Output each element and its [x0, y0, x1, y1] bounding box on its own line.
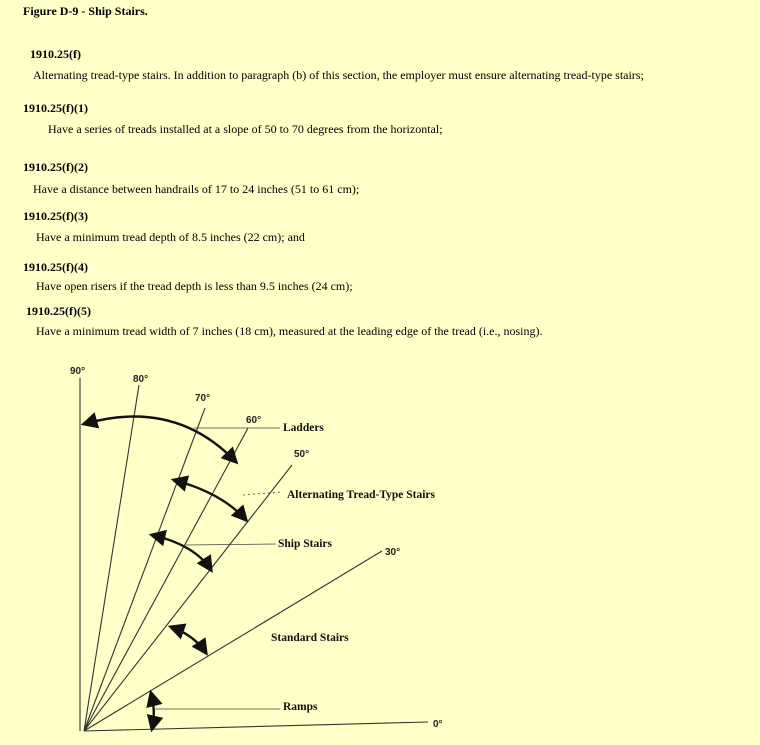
- section-text: Have a distance between handrails of 17 to 24 inches (51 to 61 cm);: [33, 182, 360, 196]
- angle-label-60: 60°: [246, 415, 262, 426]
- figure-title: Figure D-9 - Ship Stairs.: [23, 4, 148, 18]
- category-ship-stairs: Ship Stairs: [278, 538, 333, 550]
- ship-arc-arrow: [152, 535, 211, 570]
- section-text: Alternating tread-type stairs. In addition to paragraph (b) of this section, the employer must ensure alternating tread-type stairs;: [33, 68, 644, 82]
- alternating-arc-arrow: [174, 480, 246, 520]
- angle-label-50: 50°: [294, 449, 310, 460]
- standard-arc-arrow: [171, 627, 206, 653]
- ray-50-deg: [84, 465, 292, 731]
- section-text: Have open risers if the tread depth is less than 9.5 inches (24 cm);: [36, 279, 353, 293]
- section-code: 1910.25(f)(4): [23, 260, 88, 274]
- category-alternating-tread: Alternating Tread-Type Stairs: [287, 489, 436, 501]
- angle-label-70: 70°: [195, 393, 211, 404]
- category-standard-stairs: Standard Stairs: [271, 632, 349, 644]
- ship-leader: [186, 544, 276, 545]
- category-ramps: Ramps: [283, 701, 318, 713]
- ramps-arc-arrow: [151, 693, 154, 729]
- section-code: 1910.25(f)(1): [23, 101, 88, 115]
- angle-label-90: 90°: [70, 366, 86, 377]
- ray-0-deg: [84, 722, 428, 731]
- ray-70-deg: [84, 408, 205, 731]
- section-code: 1910.25(f)(3): [23, 209, 88, 223]
- section-text: Have a series of treads installed at a slope of 50 to 70 degrees from the horizontal;: [48, 122, 443, 136]
- section-text: Have a minimum tread width of 7 inches (18 cm), measured at the leading edge of the tread (i.e., nosing).: [36, 324, 543, 338]
- section-code: 1910.25(f)(5): [26, 304, 91, 318]
- section-text: Have a minimum tread depth of 8.5 inches (22 cm); and: [36, 230, 305, 244]
- section-code: 1910.25(f): [30, 47, 81, 61]
- angle-label-80: 80°: [133, 374, 149, 385]
- angle-label-30: 30°: [385, 547, 401, 558]
- angle-label-0: 0°: [433, 719, 443, 730]
- ladders-arc-arrow: [84, 416, 236, 462]
- category-ladders: Ladders: [283, 422, 324, 434]
- section-code: 1910.25(f)(2): [23, 160, 88, 174]
- alternating-leader: [243, 492, 282, 495]
